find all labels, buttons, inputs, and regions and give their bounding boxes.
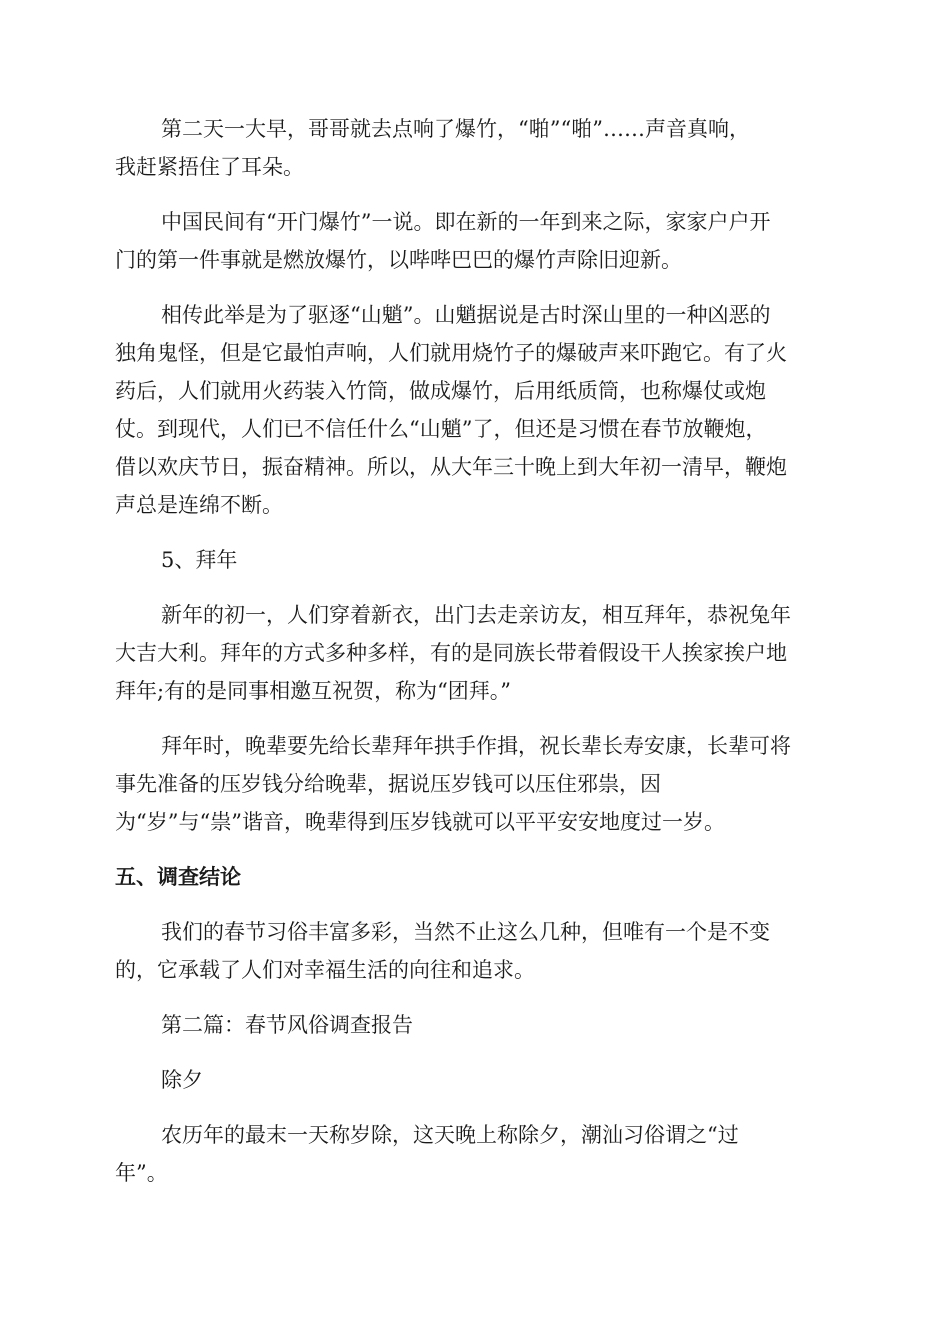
paragraph-line: 药后，人们就用火药装入竹筒，做成爆竹，后用纸质筒，也称爆仗或炮 xyxy=(115,379,766,403)
paragraph-open-door-firecrackers xyxy=(115,203,835,279)
paragraph-line: 门的第一件事就是燃放爆竹，以哔哔巴巴的爆竹声除旧迎新。 xyxy=(115,248,682,272)
paragraph-shanxiao-legend xyxy=(115,296,835,524)
section-title-new-year-greeting xyxy=(115,541,835,579)
paragraph-line: 声总是连绵不断。 xyxy=(115,493,283,517)
paragraph-line: 为“岁”与“祟”谐音，晚辈得到压岁钱就可以平平安安地度过一岁。 xyxy=(115,810,725,834)
section-heading-conclusion: 五、调查结论 xyxy=(115,865,241,889)
paragraph-conclusion xyxy=(115,913,835,989)
paragraph-line: 除夕 xyxy=(161,1068,203,1092)
paragraph-line: 我赶紧捂住了耳朵。 xyxy=(115,155,304,179)
paragraph-line: 独角鬼怪，但是它最怕声响，人们就用烧竹子的爆破声来吓跑它。有了火 xyxy=(115,341,787,365)
paragraph-line: 的，它承载了人们对幸福生活的向往和追求。 xyxy=(115,958,535,982)
paragraph-new-years-eve xyxy=(115,1116,835,1192)
paragraph-firecrackers-morning xyxy=(115,110,835,186)
paragraph-line: 年”。 xyxy=(115,1161,168,1185)
paragraph-line: 拜年时，晚辈要先给长辈拜年拱手作揖，祝长辈长寿安康，长辈可将 xyxy=(161,734,791,758)
paragraph-line: 借以欢庆节日，振奋精神。所以，从大年三十晚上到大年初一清早，鞭炮 xyxy=(115,455,787,479)
paragraph-line: 5、拜年 xyxy=(161,548,238,572)
document-page xyxy=(115,110,835,1209)
paragraph-new-year-visits xyxy=(115,596,835,710)
paragraph-line: 我们的春节习俗丰富多彩，当然不止这么几种，但唯有一个是不变 xyxy=(161,920,770,944)
paragraph-line: 第二天一大早，哥哥就去点响了爆竹，“啪”“啪”……声音真响， xyxy=(161,117,750,141)
paragraph-line: 新年的初一，人们穿着新衣，出门去走亲访友，相互拜年，恭祝兔年 xyxy=(161,603,791,627)
paragraph-line: 拜年;有的是同事相邀互祝贺，称为“团拜。” xyxy=(115,679,512,703)
paragraph-line: 中国民间有“开门爆竹”一说。即在新的一年到来之际，家家户户开 xyxy=(161,210,771,234)
paragraph-line: 第二篇：春节风俗调查报告 xyxy=(161,1013,413,1037)
paragraph-line: 农历年的最末一天称岁除，这天晚上称除夕，潮汕习俗谓之“过 xyxy=(161,1123,739,1147)
paragraph-line: 相传此举是为了驱逐“山魈”。山魈据说是古时深山里的一种凶恶的 xyxy=(161,303,771,327)
paragraph-lucky-money xyxy=(115,727,835,841)
paragraph-line: 仗。到现代，人们已不信任什么“山魈”了，但还是习惯在春节放鞭炮， xyxy=(115,417,767,441)
subsection-title-new-years-eve xyxy=(115,1061,835,1099)
paragraph-line: 大吉大利。拜年的方式多种多样，有的是同族长带着假设干人挨家挨户地 xyxy=(115,641,787,665)
part-two-title xyxy=(115,1006,835,1044)
paragraph-line: 事先准备的压岁钱分给晚辈，据说压岁钱可以压住邪祟，因 xyxy=(115,772,661,796)
